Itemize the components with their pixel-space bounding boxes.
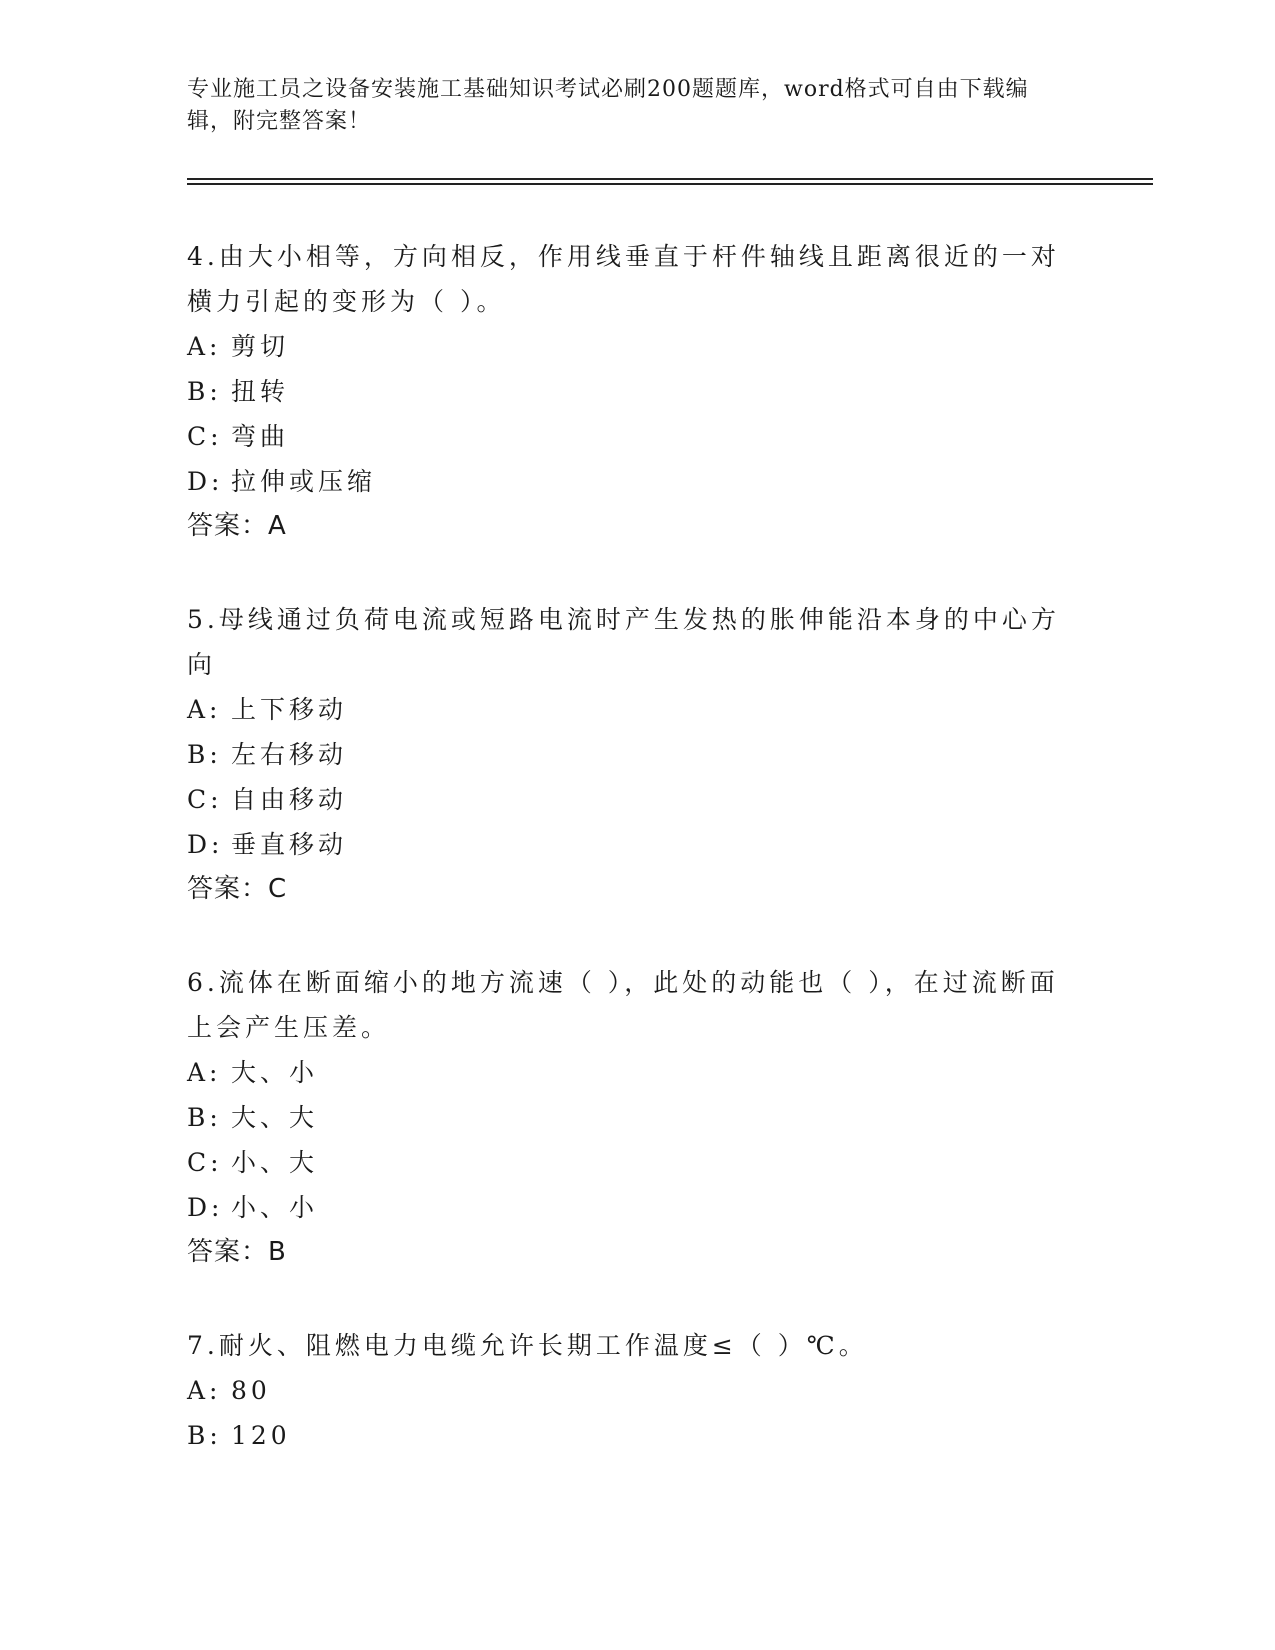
- option-c: [187, 777, 1067, 822]
- header-divider-bottom: [187, 183, 1153, 185]
- option-text: 大、大: [231, 1103, 319, 1132]
- option-letter: B:: [187, 1103, 222, 1132]
- answer-line: 答案：A: [187, 511, 287, 541]
- option-c: [187, 414, 1067, 459]
- option-letter: C:: [187, 785, 223, 814]
- option-c: [187, 1140, 1067, 1185]
- option-d: [187, 1185, 1067, 1230]
- option-letter: B:: [187, 740, 222, 769]
- option-text: 弯曲: [231, 422, 290, 451]
- option-d: [187, 459, 1067, 504]
- option-b: [187, 1413, 1067, 1458]
- option-letter: D:: [187, 830, 224, 859]
- question-6: [187, 960, 1067, 1275]
- answer-line: 答案：C: [187, 874, 288, 904]
- option-a: [187, 687, 1067, 732]
- option-letter: A:: [187, 332, 222, 361]
- option-b: [187, 732, 1067, 777]
- option-text: 自由移动: [231, 785, 348, 814]
- option-letter: D:: [187, 467, 224, 496]
- question-text: 6.流体在断面缩小的地方流速（ ），此处的动能也（ ），在过流断面上会产生压差。: [187, 968, 1059, 1042]
- option-text: 扭转: [231, 377, 290, 406]
- option-d: [187, 822, 1067, 867]
- option-text: 小、大: [231, 1148, 319, 1177]
- option-letter: C:: [187, 1148, 223, 1177]
- header-divider-top: [187, 178, 1153, 180]
- question-text: 4.由大小相等，方向相反，作用线垂直于杆件轴线且距离很近的一对横力引起的变形为（ ）。: [187, 242, 1060, 316]
- document-header: 专业施工员之设备安装施工基础知识考试必刷200题题库，word格式可自由下载编辑，附完整答案！: [187, 77, 1029, 134]
- option-text: 左右移动: [231, 740, 348, 769]
- option-b: [187, 1095, 1067, 1140]
- question-5: [187, 597, 1067, 912]
- question-7: [187, 1323, 1067, 1458]
- question-4: [187, 234, 1067, 549]
- question-text: 7.耐火、阻燃电力电缆允许长期工作温度≤（ ）℃。: [187, 1331, 868, 1360]
- option-letter: A:: [187, 1058, 222, 1087]
- option-letter: D:: [187, 1193, 224, 1222]
- option-letter: B:: [187, 1421, 222, 1450]
- answer-line: 答案：B: [187, 1237, 287, 1267]
- option-text: 上下移动: [231, 695, 348, 724]
- option-letter: A:: [187, 1376, 222, 1405]
- option-a: [187, 1050, 1067, 1095]
- option-text: 120: [231, 1421, 291, 1450]
- option-text: 80: [231, 1376, 271, 1405]
- option-text: 垂直移动: [231, 830, 348, 859]
- option-text: 小、小: [231, 1193, 319, 1222]
- question-text: 5.母线通过负荷电流或短路电流时产生发热的胀伸能沿本身的中心方向: [187, 605, 1060, 679]
- option-a: [187, 324, 1067, 369]
- option-letter: C:: [187, 422, 223, 451]
- option-letter: A:: [187, 695, 222, 724]
- option-a: [187, 1368, 1067, 1413]
- option-text: 剪切: [231, 332, 290, 361]
- option-b: [187, 369, 1067, 414]
- option-text: 大、小: [231, 1058, 319, 1087]
- option-letter: B:: [187, 377, 222, 406]
- option-text: 拉伸或压缩: [231, 467, 377, 496]
